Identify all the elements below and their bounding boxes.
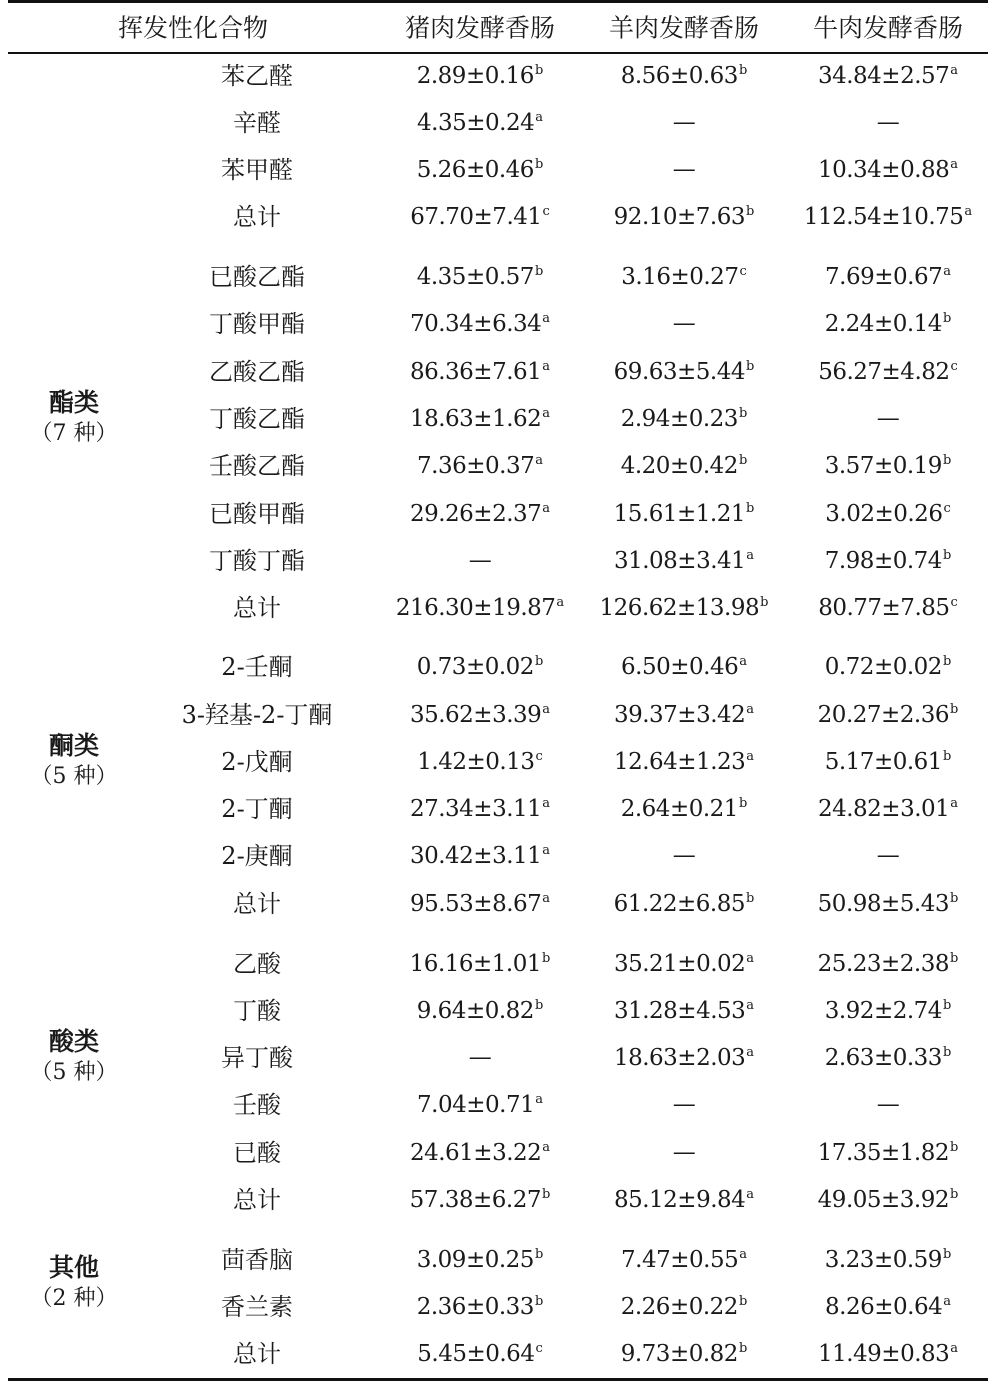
pork-value: 5.45±0.64 (417, 1341, 535, 1367)
pork-value-cell (417, 1093, 543, 1117)
header-compound: 挥发性化合物 (117, 13, 269, 43)
significance-letter: a (746, 998, 755, 1013)
header-beef: 牛肉发酵香肠 (812, 13, 964, 43)
pork-value-cell (410, 892, 550, 916)
compound-name: 壬酸乙酯 (209, 452, 305, 480)
mutton-value: 12.64±1.23 (613, 749, 746, 775)
pork-value: 30.42±3.11 (409, 843, 542, 869)
group-label-esters (31, 387, 118, 449)
mutton-value: 18.63±2.03 (613, 1045, 746, 1071)
beef-value: 112.54±10.75 (803, 204, 964, 230)
mutton-value-cell (600, 596, 769, 620)
pork-value: 24.61±3.22 (409, 1140, 542, 1166)
mutton-value-cell (614, 205, 755, 229)
significance-letter: c (535, 1341, 543, 1356)
pork-value-cell (417, 750, 542, 774)
pork-value-cell (417, 999, 544, 1023)
pork-value: 0.73±0.02 (416, 654, 534, 680)
mutton-value: 7.47±0.55 (621, 1247, 739, 1273)
table-top-rule (8, 0, 988, 3)
significance-letter: b (746, 204, 755, 219)
beef-value-cell (876, 109, 900, 136)
pork-value-cell (410, 703, 550, 727)
group-name: 酮类 (48, 731, 99, 760)
beef-value-cell (876, 405, 900, 432)
mutton-value: 61.22±6.85 (613, 891, 745, 917)
significance-letter: a (964, 204, 973, 219)
beef-value: 3.23±0.59 (824, 1247, 942, 1273)
compound-name: 丁酸乙酯 (209, 405, 305, 433)
significance-letter: b (534, 157, 544, 172)
mutton-value-cell (614, 952, 754, 976)
significance-letter: a (746, 1187, 755, 1202)
significance-letter: b (942, 998, 952, 1013)
mutton-value-cell (614, 549, 754, 573)
pork-value: 1.42±0.13 (417, 749, 535, 775)
header-pork: 猪肉发酵香肠 (404, 13, 556, 43)
significance-letter: a (542, 891, 551, 906)
mutton-value-cell (621, 1295, 748, 1319)
beef-value: 7.98±0.74 (824, 548, 942, 574)
beef-value: 50.98±5.43 (817, 891, 949, 917)
mutton-value: 4.20±0.42 (620, 453, 738, 479)
compound-name: 2-壬酮 (221, 653, 293, 681)
beef-value: — (876, 405, 900, 432)
pork-value: 9.64±0.82 (416, 998, 534, 1024)
mutton-value: 35.21±0.02 (613, 951, 746, 977)
table-header-rule (8, 52, 988, 54)
beef-value: 3.57±0.19 (824, 453, 942, 479)
mutton-value: — (672, 156, 696, 183)
beef-value: 3.92±2.74 (824, 998, 942, 1024)
compound-name: 丁酸丁酯 (209, 547, 305, 575)
mutton-value-cell (614, 1188, 754, 1212)
significance-letter: b (738, 63, 748, 78)
beef-value-cell (825, 655, 952, 679)
compound-name: 苯乙醛 (221, 62, 293, 90)
pork-value-cell (410, 844, 550, 868)
significance-letter: b (950, 1140, 959, 1155)
significance-letter: b (738, 1294, 748, 1309)
significance-letter: a (746, 951, 755, 966)
significance-letter: a (535, 453, 543, 468)
mutton-value: 85.12±9.84 (613, 1187, 746, 1213)
pork-value: 18.63±1.62 (409, 406, 542, 432)
significance-letter: b (746, 891, 755, 906)
beef-value-cell (825, 1248, 952, 1272)
pork-value: 5.26±0.46 (416, 157, 534, 183)
mutton-value: 92.10±7.63 (613, 204, 745, 230)
significance-letter: b (746, 501, 755, 516)
pork-value-cell (417, 158, 544, 182)
significance-letter: b (950, 891, 959, 906)
pork-value: 2.89±0.16 (416, 63, 534, 89)
compound-name: 总计 (233, 1186, 281, 1214)
significance-letter: b (542, 951, 551, 966)
significance-letter: c (950, 595, 958, 610)
pork-value: 57.38±6.27 (409, 1187, 541, 1213)
pork-value-cell (417, 655, 544, 679)
pork-value: 4.35±0.24 (417, 110, 535, 136)
significance-letter: b (942, 453, 952, 468)
group-count: （5 种） (30, 764, 118, 789)
beef-value: 80.77±7.85 (818, 595, 950, 621)
compound-name: 2-戊酮 (221, 748, 293, 776)
beef-value: — (876, 109, 900, 136)
mutton-value-cell (614, 750, 754, 774)
mutton-value: 2.26±0.22 (620, 1294, 738, 1320)
group-name: 酯类 (48, 388, 99, 417)
significance-letter: b (942, 548, 952, 563)
beef-value: 5.17±0.61 (824, 749, 942, 775)
pork-value: 7.04±0.71 (417, 1092, 535, 1118)
significance-letter: b (950, 1187, 959, 1202)
significance-letter: b (942, 749, 952, 764)
mutton-value-cell (621, 64, 748, 88)
pork-value: 3.09±0.25 (416, 1247, 534, 1273)
table-bottom-rule (8, 1378, 988, 1381)
significance-letter: a (542, 359, 551, 374)
beef-value-cell (818, 952, 959, 976)
mutton-value: 8.56±0.63 (620, 63, 738, 89)
significance-letter: a (556, 595, 565, 610)
significance-letter: a (746, 1045, 755, 1060)
beef-value: 11.49±0.83 (817, 1341, 950, 1367)
mutton-value: 2.64±0.21 (620, 796, 738, 822)
beef-value-cell (825, 1295, 951, 1319)
compound-name: 辛醛 (233, 109, 281, 137)
pork-value: 95.53±8.67 (409, 891, 542, 917)
significance-letter: b (534, 1247, 544, 1262)
significance-letter: a (943, 264, 951, 279)
significance-letter: b (760, 595, 769, 610)
beef-value-cell (818, 158, 958, 182)
mutton-value-cell (614, 892, 755, 916)
significance-letter: a (746, 702, 755, 717)
significance-letter: b (534, 654, 544, 669)
significance-letter: a (943, 1294, 951, 1309)
significance-letter: b (746, 359, 755, 374)
pork-value-cell (396, 596, 564, 620)
mutton-value-cell (621, 265, 746, 289)
compound-name: 2-丁酮 (221, 795, 293, 823)
pork-value-cell (410, 407, 550, 431)
significance-letter: a (950, 1341, 959, 1356)
pork-value: 2.36±0.33 (416, 1294, 534, 1320)
mutton-value-cell (621, 1248, 747, 1272)
beef-value: 56.27±4.82 (818, 359, 950, 385)
pork-value: 70.34±6.34 (409, 311, 542, 337)
mutton-value: 15.61±1.21 (613, 501, 745, 527)
beef-value: 7.69±0.67 (825, 264, 943, 290)
pork-value-cell (410, 360, 550, 384)
mutton-value-cell (614, 703, 754, 727)
beef-value: 25.23±2.38 (817, 951, 949, 977)
significance-letter: b (542, 1187, 551, 1202)
beef-value-cell (818, 1141, 959, 1165)
beef-value: 10.34±0.88 (817, 157, 950, 183)
beef-value: 49.05±3.92 (817, 1187, 949, 1213)
pork-value: 4.35±0.57 (416, 264, 534, 290)
beef-value: 2.63±0.33 (824, 1045, 942, 1071)
beef-value: 8.26±0.64 (825, 1294, 943, 1320)
beef-value-cell (876, 1091, 900, 1118)
significance-letter: b (738, 1341, 748, 1356)
beef-value-cell (818, 360, 958, 384)
significance-letter: a (950, 63, 959, 78)
beef-value-cell (818, 1342, 958, 1366)
significance-letter: a (542, 501, 551, 516)
significance-letter: a (746, 749, 755, 764)
significance-letter: b (738, 406, 748, 421)
compound-name: 香兰素 (221, 1293, 293, 1321)
significance-letter: c (542, 204, 550, 219)
compound-name: 丁酸甲酯 (209, 310, 305, 338)
group-name: 其他 (48, 1253, 99, 1282)
pork-value: 35.62±3.39 (409, 702, 542, 728)
beef-value-cell (825, 265, 951, 289)
mutton-value-cell (621, 797, 748, 821)
significance-letter: a (739, 654, 747, 669)
beef-value-cell (804, 205, 972, 229)
significance-letter: a (542, 1140, 551, 1155)
mutton-value-cell (614, 502, 755, 526)
beef-value-cell (818, 1188, 959, 1212)
mutton-value: 3.16±0.27 (621, 264, 739, 290)
mutton-value-cell (672, 842, 696, 869)
mutton-value-cell (672, 156, 696, 183)
mutton-value: — (672, 842, 696, 869)
significance-letter: a (542, 702, 551, 717)
pork-value-cell (410, 797, 550, 821)
significance-letter: b (950, 951, 959, 966)
mutton-value-cell (672, 109, 696, 136)
beef-value: 20.27±2.36 (817, 702, 949, 728)
significance-letter: a (950, 157, 959, 172)
pork-value: 16.16±1.01 (409, 951, 541, 977)
beef-value: 0.72±0.02 (824, 654, 942, 680)
significance-letter: a (535, 1092, 543, 1107)
compound-name: 总计 (233, 1340, 281, 1368)
beef-value: — (876, 842, 900, 869)
beef-value-cell (825, 1046, 952, 1070)
pork-value-cell (410, 205, 550, 229)
beef-value-cell (825, 999, 952, 1023)
pork-value-cell (417, 111, 543, 135)
pork-value-cell (410, 1141, 550, 1165)
significance-letter: a (542, 406, 551, 421)
significance-letter: a (535, 110, 543, 125)
mutton-value-cell (614, 1046, 754, 1070)
significance-letter: b (534, 63, 544, 78)
beef-value-cell (825, 312, 952, 336)
significance-letter: a (746, 548, 755, 563)
group-count: （2 种） (30, 1286, 118, 1311)
pork-value-cell (410, 952, 551, 976)
compound-name: 乙酸 (233, 950, 281, 978)
significance-letter: b (738, 796, 748, 811)
compound-name: 总计 (233, 203, 281, 231)
pork-value-cell (468, 1044, 492, 1071)
compound-name: 茴香脑 (221, 1246, 293, 1274)
significance-letter: b (942, 311, 952, 326)
mutton-value: 9.73±0.82 (620, 1341, 738, 1367)
pork-value-cell (410, 1188, 551, 1212)
mutton-value: — (672, 1139, 696, 1166)
significance-letter: c (535, 749, 543, 764)
mutton-value-cell (672, 1139, 696, 1166)
significance-letter: b (942, 654, 952, 669)
beef-value: 2.24±0.14 (824, 311, 942, 337)
beef-value: 24.82±3.01 (817, 796, 950, 822)
compound-name: 已酸乙酯 (209, 263, 305, 291)
pork-value: 27.34±3.11 (409, 796, 542, 822)
pork-value-cell (417, 64, 544, 88)
significance-letter: c (739, 264, 747, 279)
beef-value-cell (876, 842, 900, 869)
group-label-ketones (31, 730, 118, 792)
mutton-value-cell (614, 360, 755, 384)
mutton-value-cell (672, 1091, 696, 1118)
mutton-value: 69.63±5.44 (613, 359, 745, 385)
beef-value-cell (818, 596, 958, 620)
compound-name: 3-羟基-2-丁酮 (181, 701, 333, 729)
beef-value-cell (818, 797, 958, 821)
pork-value: 67.70±7.41 (410, 204, 542, 230)
significance-letter: b (534, 264, 544, 279)
mutton-value: 2.94±0.23 (620, 406, 738, 432)
beef-value-cell (818, 703, 959, 727)
beef-value-cell (818, 64, 958, 88)
significance-letter: b (950, 702, 959, 717)
pork-value-cell (468, 547, 492, 574)
beef-value-cell (825, 502, 950, 526)
group-label-others (31, 1252, 118, 1314)
group-label-acids (31, 1026, 118, 1088)
pork-value: 86.36±7.61 (409, 359, 542, 385)
mutton-value-cell (614, 999, 754, 1023)
beef-value: 3.02±0.26 (825, 501, 943, 527)
mutton-value-cell (621, 407, 748, 431)
mutton-value: 6.50±0.46 (621, 654, 739, 680)
beef-value: — (876, 1091, 900, 1118)
pork-value-cell (417, 1295, 544, 1319)
significance-letter: a (739, 1247, 747, 1262)
pork-value: — (468, 1044, 492, 1071)
pork-value-cell (417, 265, 544, 289)
pork-value: 216.30±19.87 (395, 595, 556, 621)
pork-value: 7.36±0.37 (417, 453, 535, 479)
pork-value-cell (417, 1342, 542, 1366)
compound-name: 总计 (233, 890, 281, 918)
compound-name: 壬酸 (233, 1091, 281, 1119)
mutton-value: 31.28±4.53 (613, 998, 746, 1024)
mutton-value-cell (621, 655, 747, 679)
mutton-value: — (672, 310, 696, 337)
pork-value-cell (417, 454, 543, 478)
beef-value: 17.35±1.82 (817, 1140, 949, 1166)
significance-letter: b (534, 998, 544, 1013)
compound-name: 总计 (233, 594, 281, 622)
beef-value: 34.84±2.57 (817, 63, 950, 89)
significance-letter: c (950, 359, 958, 374)
mutton-value-cell (672, 310, 696, 337)
significance-letter: c (943, 501, 951, 516)
mutton-value: 31.08±3.41 (613, 548, 746, 574)
mutton-value: 126.62±13.98 (599, 595, 760, 621)
group-count: （7 种） (30, 421, 118, 446)
beef-value-cell (825, 750, 952, 774)
compound-name: 苯甲醛 (221, 156, 293, 184)
significance-letter: a (542, 843, 551, 858)
mutton-value: — (672, 1091, 696, 1118)
significance-letter: a (542, 796, 551, 811)
header-mutton: 羊肉发酵香肠 (608, 13, 760, 43)
compound-name: 异丁酸 (221, 1044, 293, 1072)
compound-name: 已酸 (233, 1139, 281, 1167)
group-count: （5 种） (30, 1060, 118, 1085)
compound-name: 丁酸 (233, 997, 281, 1025)
mutton-value-cell (621, 1342, 748, 1366)
pork-value-cell (417, 1248, 544, 1272)
significance-letter: b (942, 1045, 952, 1060)
significance-letter: a (950, 796, 959, 811)
significance-letter: b (738, 453, 748, 468)
compound-name: 已酸甲酯 (209, 500, 305, 528)
beef-value-cell (825, 549, 952, 573)
beef-value-cell (825, 454, 952, 478)
pork-value-cell (410, 312, 550, 336)
significance-letter: a (542, 311, 551, 326)
compound-name: 乙酸乙酯 (209, 358, 305, 386)
pork-value: 29.26±2.37 (409, 501, 542, 527)
significance-letter: b (942, 1247, 952, 1262)
significance-letter: b (534, 1294, 544, 1309)
group-name: 酸类 (48, 1027, 99, 1056)
compound-name: 2-庚酮 (221, 842, 293, 870)
mutton-value: 39.37±3.42 (613, 702, 746, 728)
beef-value-cell (818, 892, 959, 916)
mutton-value: — (672, 109, 696, 136)
pork-value: — (468, 547, 492, 574)
mutton-value-cell (621, 454, 748, 478)
pork-value-cell (410, 502, 550, 526)
